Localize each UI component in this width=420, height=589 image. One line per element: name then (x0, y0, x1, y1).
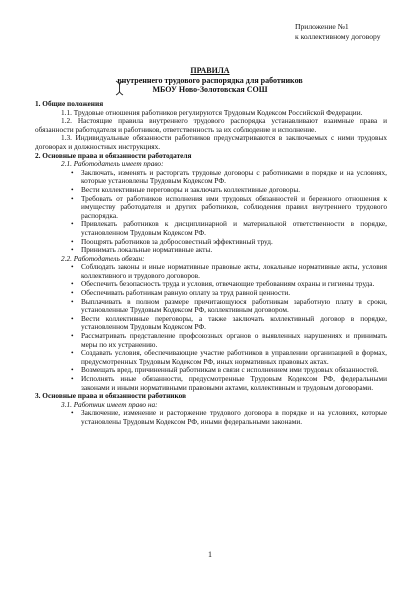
list-item: • Рассматривать представление профсоюзных органов о выявленных нарушениях и принимать меры по их устранению. (81, 332, 387, 349)
subsection-2-1: 2.1. Работодатель имеет право: (61, 159, 164, 169)
list-item: • Требовать от работников исполнения ими трудовых обязанностей и бережного отношения к имуществу работодателя и других работников, соблюдения правил внутреннего трудового распорядка. (81, 195, 387, 221)
section-1-heading: 1. Общие положения (35, 99, 104, 108)
list-item: • Создавать условия, обеспечивающие участие работников в управлении организацией в формах, предусмотренных Трудовым Кодексом РФ, иных нормативных правовых актах. (81, 349, 387, 366)
list-item: • Обеспечить безопасность труда и условия, отвечающие требованиям охраны и гигиены труда. (81, 280, 387, 289)
list-item: • Вести коллективные переговоры, а также заключать коллективный договор в порядке, установленном Трудовым Кодексом РФ. (81, 315, 387, 332)
list-item: • Возмещать вред, причиненный работникам в связи с исполнением ими трудовых обязанностей. (81, 366, 387, 375)
document-title (0, 66, 420, 95)
title-line-3: МБОУ Ново-Золотовская СОШ (152, 85, 268, 94)
text-cursor-icon (115, 80, 124, 96)
list-item: • Принимать локальные нормативные акты. (81, 246, 387, 255)
list-item: • Обеспечивать работникам равную оплату за труд равной ценности. (81, 289, 387, 298)
document-body (35, 100, 387, 427)
appendix-line-2: к коллективному договору (295, 32, 381, 41)
list-item: • Заключать, изменять и расторгать трудовые договоры с работниками в порядке и на условиях, которые установлены Трудовым Кодексом РФ. (81, 169, 387, 186)
list-item: • Исполнять иные обязанности, предусмотренные Трудовым Кодексом РФ, федеральными законами и иными нормативными правовыми актами, коллективным и трудовым договорами. (81, 375, 387, 392)
subsection-3-1: 3.1. Работник имеет право на: (61, 399, 158, 409)
paragraph-1-1: 1.1. Трудовые отношения работников регулируются Трудовым Кодексом Российской Федерации. (61, 107, 363, 117)
appendix-line-1: Приложение №1 (295, 22, 349, 31)
paragraph-1-2: 1.2. Настоящие правила внутреннего трудового распорядка устанавливают взаимные права и обязанности работодателя и работников, ответственность за их соблюдение и исполнение. (35, 116, 387, 134)
list-2-1 (35, 169, 387, 255)
list-item: • Соблюдать законы и иные нормативные правовые акты, локальные нормативные акты, условия коллективного и трудового договоров. (81, 263, 387, 280)
paragraph-1-3: 1.3. Индивидуальные обязанности работников предусматриваются в заключаемых с ними трудовых договорах и должностных инструкциях. (35, 133, 387, 151)
list-item: • Заключение, изменение и расторжение трудового договора в порядке и на условиях, которые установлены Трудовым Кодексом РФ, иными федеральными законами. (81, 409, 387, 426)
list-item: • Поощрять работников за добросовестный эффективный труд. (81, 238, 387, 247)
page-number: 1 (208, 550, 212, 559)
subsection-2-2: 2.2. Работодатель обязан: (61, 253, 145, 263)
list-3-1 (35, 409, 387, 426)
list-item: • Выплачивать в полном размере причитающуюся работникам заработную плату в сроки, установленные Трудовым Кодексом РФ, коллективным договором. (81, 298, 387, 315)
title-line-1: ПРАВИЛА (190, 66, 230, 75)
list-item: • Вести коллективные переговоры и заключать коллективные договоры. (81, 186, 387, 195)
list-2-2 (35, 263, 387, 392)
section-3-heading: 3. Основные права и обязанности работников (35, 391, 187, 401)
section-2-heading: 2. Основные права и обязанности работодателя (35, 150, 192, 160)
title-line-2: внутреннего трудового распорядка для работников (117, 75, 303, 85)
list-item: • Привлекать работников к дисциплинарной и материальной ответственности в порядке, установленном Трудовым Кодексом РФ. (81, 220, 387, 237)
appendix-note (295, 22, 415, 42)
